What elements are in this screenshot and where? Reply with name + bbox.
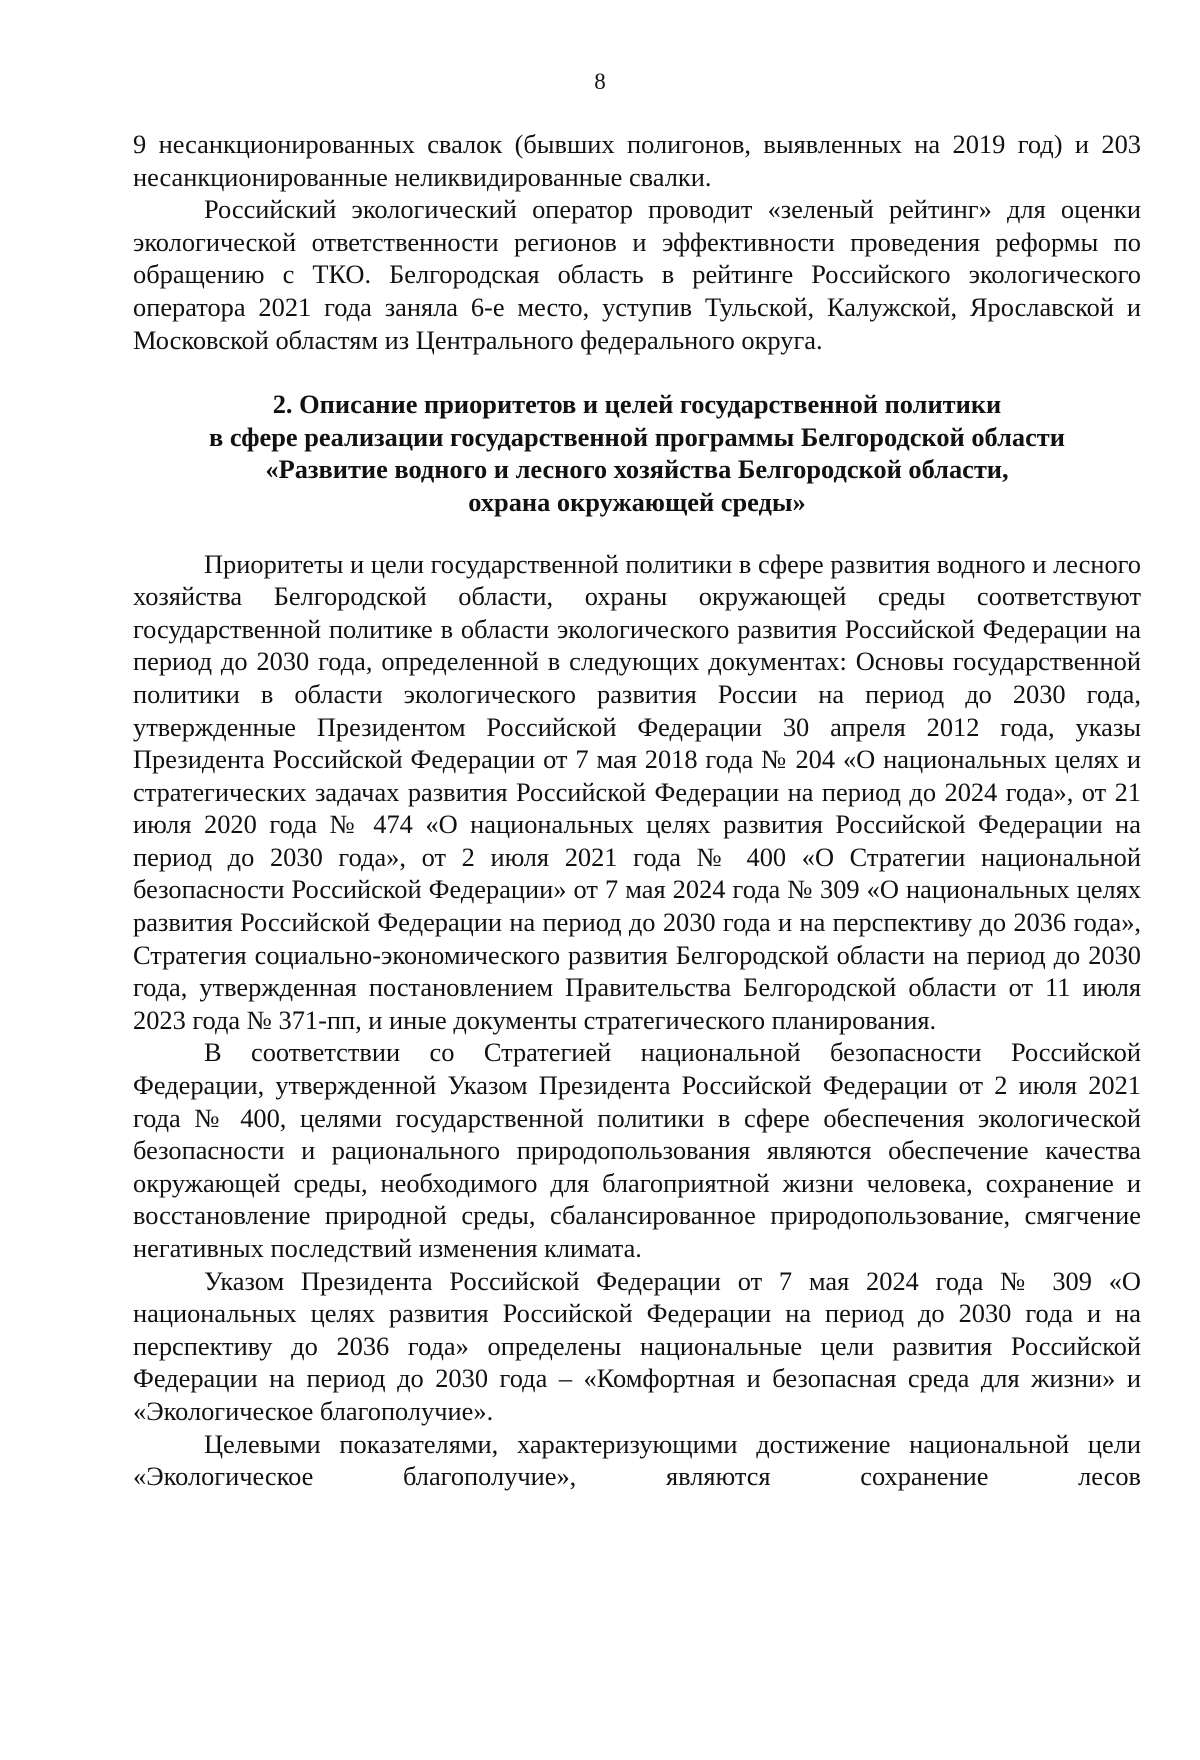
section-heading-line: 2. Описание приоритетов и целей государственной политики (272, 389, 1002, 420)
paragraph-priorities: Приоритеты и цели государственной политики в сфере развития водного и лесного хозяйства Белгородской области, охраны окружающей среды соответствуют государственной политике в области экологического развития Российской Федерации на период до 2030 года, определенной в следующих документах: Основы государственной политики в области экологического развития России на период до 2030 года, утвержденные Президентом Российской Федерации 30 апреля 2012 года, указы Президента Российской Федерации от 7 мая 2018 года № 204 «О национальных целях и стратегических задачах развития Российской Федерации на период до 2024 года», от 21 июля 2020 года № 474 «О национальных целях развития Российской Федерации на период до 2030 года», от 2 июля 2021 года № 400 «О Стратегии национальной безопасности Российской Федерации» от 7 мая 2024 года № 309 «О национальных целях развития Российской Федерации на период до 2030 года и на перспективу до 2036 года», Стратегия социально-экономического развития Белгородской области на период до 2030 года, утвержденная постановлением Правительства Белгородской области от 11 июля 2023 года № 371-пп, и иные документы стратегического планирования. (133, 548, 1141, 1035)
spacer (133, 356, 1141, 388)
paragraph-target-indicators: Целевыми показателями, характеризующими достижение национальной цели «Экологическое благополучие», являются сохранение лесов (133, 1428, 1141, 1492)
section-heading-line: охрана окружающей среды» (468, 486, 806, 517)
section-heading-line: в сфере реализации государственной программы Белгородской области (209, 421, 1065, 452)
section-heading-line: «Развитие водного и лесного хозяйства Белгородской области, (265, 454, 1009, 485)
paragraph-presidential-decree-309: Указом Президента Российской Федерации от 7 мая 2024 года № 309 «О национальных целях развития Российской Федерации на период до 2030 года и на перспективу до 2036 года» определены национальные цели развития Российской Федерации на период до 2030 года – «Комфортная и безопасная среда для жизни» и «Экологическое благополучие». (133, 1265, 1141, 1426)
section-heading (133, 388, 1141, 518)
spacer (133, 519, 1141, 548)
paragraph-national-security-strategy: В соответствии со Стратегией национальной безопасности Российской Федерации, утвержденной Указом Президента Российской Федерации от 2 июля 2021 года № 400, целями государственной политики в сфере обеспечения экологической безопасности и рационального природопользования являются обеспечение качества окружающей среды, необходимого для благоприятной жизни человека, сохранение и восстановление природной среды, сбалансированное природопользование, смягчение негативных последствий изменения климата. (133, 1037, 1141, 1263)
page-number: 8 (594, 69, 606, 94)
paragraph-landfills: 9 несанкционированных свалок (бывших полигонов, выявленных на 2019 год) и 203 несанкционированные неликвидированные свалки. (133, 129, 1141, 192)
document-body (133, 128, 1141, 1493)
paragraph-green-rating: Российский экологический оператор проводит «зеленый рейтинг» для оценки экологической ответственности регионов и эффективности проведения реформы по обращению с ТКО. Белгородская область в рейтинге Российского экологического оператора 2021 года заняла 6-е место, уступив Тульской, Калужской, Ярославской и Московской областям из Центрального федерального округа. (133, 194, 1141, 355)
